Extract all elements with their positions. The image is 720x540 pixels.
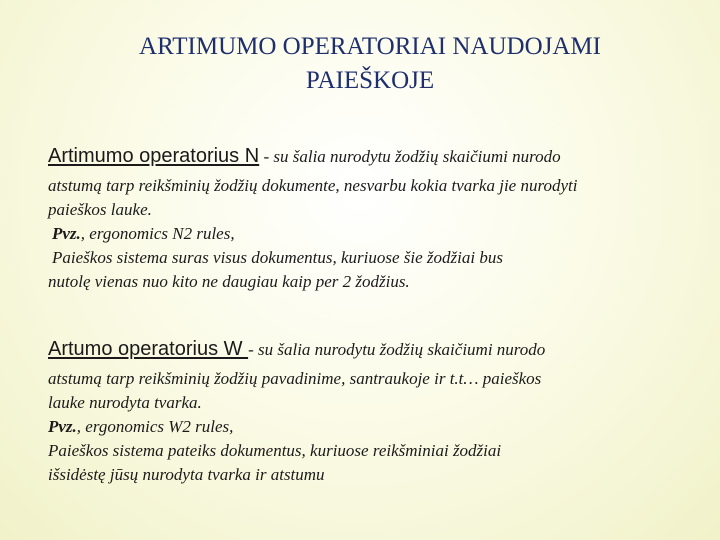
- slide-title: [70, 30, 670, 98]
- section1-dash: -: [263, 147, 270, 166]
- section1-heading: [48, 141, 698, 172]
- section2-dash: -: [248, 340, 254, 359]
- title-line-1: ARTIMUMO OPERATORIAI NAUDOJAMI: [139, 33, 601, 60]
- term-operator-n: Artimumo operatorius N: [48, 145, 260, 167]
- section2-heading: [48, 334, 698, 365]
- section2-result-line-1: Paieškos sistema pateiks dokumentus, kuriuose reikšminiai žodžiai: [48, 441, 502, 460]
- section-proximity-operator-n: [48, 141, 698, 294]
- section-proximity-operator-w: [48, 334, 698, 487]
- section1-result-line-1: Paieškos sistema suras visus dokumentus, kuriuose šie žodžiai bus: [52, 248, 503, 267]
- section1-intro: su šalia nurodytu žodžių skaičiumi nurodo: [273, 147, 561, 166]
- section1-line-2: atstumą tarp reikšminių žodžių dokumente, nesvarbu kokia tvarka jie nurodyti: [48, 176, 578, 195]
- section2-example: [48, 415, 698, 439]
- term-operator-w: Artumo operatorius W: [48, 338, 249, 360]
- section1-example-text: , ergonomics N2 rules,: [80, 224, 235, 243]
- section2-line-3: lauke nurodyta tvarka.: [48, 393, 202, 412]
- section1-example-label: Pvz.: [52, 224, 81, 243]
- section2-intro: su šalia nurodytu žodžių skaičiumi nurodo: [258, 340, 546, 359]
- section1-line-3: paieškos lauke.: [48, 200, 152, 219]
- section1-result-line-2: nutolę vienas nuo kito ne daugiau kaip per 2 žodžius.: [48, 272, 410, 291]
- section2-example-text: , ergonomics W2 rules,: [76, 417, 234, 436]
- section2-line-2: atstumą tarp reikšminių žodžių pavadinime, santraukoje ir t.t… paieškos: [48, 369, 542, 388]
- section2-result-line-2: išsidėstę jūsų nurodyta tvarka ir atstumu: [48, 465, 325, 484]
- section2-example-label: Pvz.: [48, 417, 77, 436]
- title-line-2: PAIEŠKOJE: [305, 67, 435, 94]
- section1-example: [48, 222, 698, 246]
